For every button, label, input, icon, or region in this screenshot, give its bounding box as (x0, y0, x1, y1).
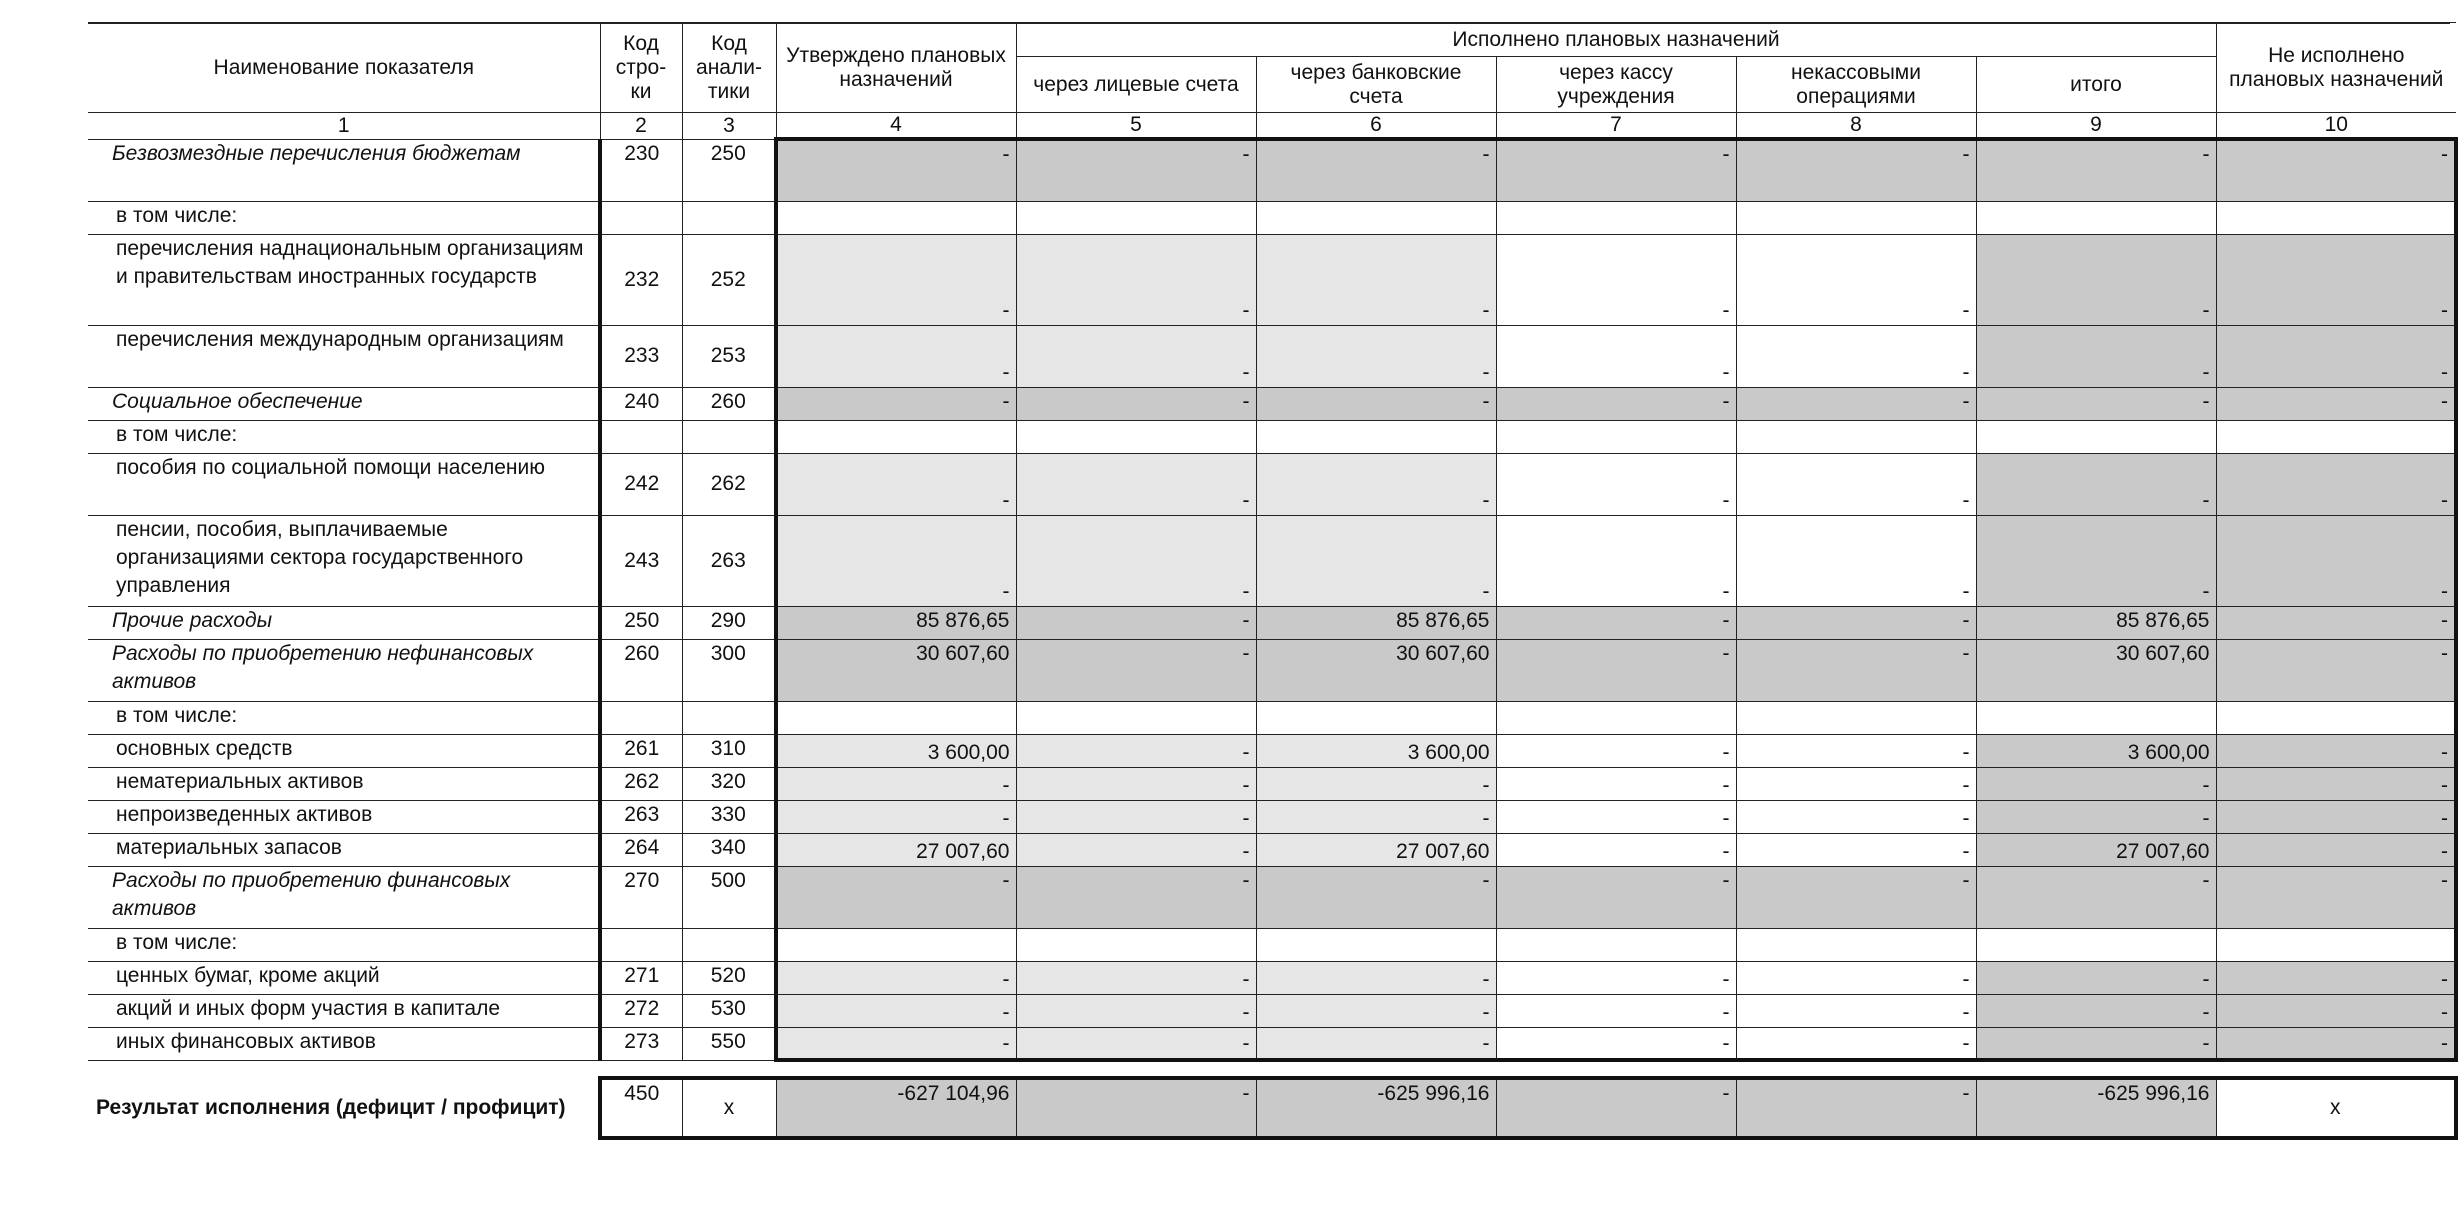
result-code: 450 (600, 1078, 682, 1138)
cell-total: - (1976, 325, 2216, 387)
result-not-executed: x (2216, 1078, 2456, 1138)
cell-total (1976, 928, 2216, 961)
cell-non-cash: - (1736, 961, 1976, 994)
cell-personal-accounts: - (1016, 325, 1256, 387)
cell-cash-desk: - (1496, 234, 1736, 325)
col-header-name: Наименование показателя (88, 23, 600, 113)
row-analytics: 320 (682, 767, 776, 800)
table-row (88, 234, 2456, 325)
row-analytics: 310 (682, 734, 776, 767)
row-code (600, 420, 682, 453)
cell-not-executed: - (2216, 800, 2456, 833)
col-num-7: 7 (1496, 113, 1736, 140)
cell-cash-desk (1496, 928, 1736, 961)
row-analytics: 250 (682, 139, 776, 201)
row-name: Расходы по приобретению финансовых активов (88, 866, 600, 928)
cell-personal-accounts: - (1016, 833, 1256, 866)
table-row (88, 734, 2456, 767)
cell-not-executed: - (2216, 234, 2456, 325)
table-row (88, 767, 2456, 800)
cell-cash-desk: - (1496, 833, 1736, 866)
col-header-personal-accounts: через лицевые счета (1016, 57, 1256, 113)
row-analytics: 340 (682, 833, 776, 866)
row-analytics: 530 (682, 994, 776, 1027)
cell-non-cash: - (1736, 994, 1976, 1027)
cell-bank-accounts: - (1256, 1027, 1496, 1060)
cell-personal-accounts: - (1016, 800, 1256, 833)
cell-bank-accounts: - (1256, 961, 1496, 994)
cell-approved (776, 928, 1016, 961)
cell-bank-accounts: - (1256, 800, 1496, 833)
cell-non-cash: - (1736, 639, 1976, 701)
cell-non-cash: - (1736, 453, 1976, 515)
row-name: иных финансовых активов (88, 1027, 600, 1060)
cell-cash-desk: - (1496, 866, 1736, 928)
col-header-executed-group: Исполнено плановых назначений (1016, 23, 2216, 57)
cell-not-executed (2216, 928, 2456, 961)
col-header-non-cash: некассовыми операциями (1736, 57, 1976, 113)
cell-personal-accounts: - (1016, 994, 1256, 1027)
cell-bank-accounts: 27 007,60 (1256, 833, 1496, 866)
row-code: 270 (600, 866, 682, 928)
cell-bank-accounts: - (1256, 515, 1496, 606)
cell-cash-desk (1496, 701, 1736, 734)
cell-approved: 30 607,60 (776, 639, 1016, 701)
cell-personal-accounts: - (1016, 515, 1256, 606)
cell-not-executed (2216, 701, 2456, 734)
table-row (88, 1027, 2456, 1060)
cell-bank-accounts: - (1256, 234, 1496, 325)
cell-not-executed: - (2216, 866, 2456, 928)
cell-not-executed: - (2216, 961, 2456, 994)
cell-non-cash: - (1736, 515, 1976, 606)
row-code (600, 928, 682, 961)
row-name: пенсии, пособия, выплачиваемые организациями сектора государственного управления (88, 515, 600, 606)
cell-personal-accounts (1016, 928, 1256, 961)
cell-cash-desk (1496, 420, 1736, 453)
row-name: основных средств (88, 734, 600, 767)
report-sheet (88, 22, 2458, 1140)
cell-non-cash (1736, 928, 1976, 961)
cell-cash-desk: - (1496, 639, 1736, 701)
cell-non-cash (1736, 701, 1976, 734)
col-header-bank-accounts: через банковские счета (1256, 57, 1496, 113)
cell-non-cash: - (1736, 1027, 1976, 1060)
cell-total: - (1976, 234, 2216, 325)
cell-bank-accounts: - (1256, 866, 1496, 928)
result-row (88, 1078, 2456, 1138)
cell-not-executed: - (2216, 639, 2456, 701)
table-row (88, 387, 2456, 420)
cell-non-cash: - (1736, 866, 1976, 928)
cell-total: - (1976, 387, 2216, 420)
cell-personal-accounts: - (1016, 453, 1256, 515)
row-name: Прочие расходы (88, 606, 600, 639)
cell-personal-accounts: - (1016, 387, 1256, 420)
cell-approved: - (776, 994, 1016, 1027)
cell-personal-accounts: - (1016, 1027, 1256, 1060)
row-analytics: 263 (682, 515, 776, 606)
expenditure-table (88, 22, 2458, 1140)
table-row (88, 325, 2456, 387)
cell-total: - (1976, 1027, 2216, 1060)
row-name: непроизведенных активов (88, 800, 600, 833)
cell-total: 30 607,60 (1976, 639, 2216, 701)
col-num-1: 1 (88, 113, 600, 140)
table-row (88, 866, 2456, 928)
result-label: Результат исполнения (дефицит / профицит) (96, 1096, 566, 1119)
cell-not-executed: - (2216, 833, 2456, 866)
row-name: акций и иных форм участия в капитале (88, 994, 600, 1027)
cell-non-cash: - (1736, 387, 1976, 420)
col-num-8: 8 (1736, 113, 1976, 140)
cell-bank-accounts: - (1256, 767, 1496, 800)
row-name: в том числе: (88, 420, 600, 453)
cell-approved: - (776, 515, 1016, 606)
col-num-5: 5 (1016, 113, 1256, 140)
cell-bank-accounts (1256, 201, 1496, 234)
cell-approved: - (776, 325, 1016, 387)
table-row (88, 800, 2456, 833)
cell-cash-desk: - (1496, 325, 1736, 387)
row-analytics (682, 928, 776, 961)
cell-approved: - (776, 800, 1016, 833)
row-analytics: 290 (682, 606, 776, 639)
row-code: 230 (600, 139, 682, 201)
row-analytics: 500 (682, 866, 776, 928)
cell-approved (776, 701, 1016, 734)
table-row (88, 606, 2456, 639)
cell-not-executed: - (2216, 767, 2456, 800)
cell-cash-desk: - (1496, 453, 1736, 515)
cell-approved: - (776, 234, 1016, 325)
cell-personal-accounts (1016, 201, 1256, 234)
row-name: в том числе: (88, 701, 600, 734)
col-num-9: 9 (1976, 113, 2216, 140)
cell-cash-desk: - (1496, 387, 1736, 420)
cell-not-executed: - (2216, 1027, 2456, 1060)
cell-personal-accounts: - (1016, 234, 1256, 325)
row-name: материальных запасов (88, 833, 600, 866)
cell-not-executed (2216, 420, 2456, 453)
cell-total: - (1976, 994, 2216, 1027)
cell-cash-desk: - (1496, 800, 1736, 833)
cell-cash-desk: - (1496, 606, 1736, 639)
column-numbers-row (88, 113, 2456, 140)
row-code: 273 (600, 1027, 682, 1060)
row-analytics: 260 (682, 387, 776, 420)
row-name: в том числе: (88, 928, 600, 961)
cell-cash-desk: - (1496, 994, 1736, 1027)
table-row (88, 420, 2456, 453)
cell-approved: - (776, 139, 1016, 201)
cell-bank-accounts: 30 607,60 (1256, 639, 1496, 701)
row-code: 232 (600, 234, 682, 325)
cell-non-cash (1736, 201, 1976, 234)
row-code: 272 (600, 994, 682, 1027)
cell-not-executed: - (2216, 387, 2456, 420)
row-analytics (682, 701, 776, 734)
col-header-approved: Утверждено плановых назначений (776, 23, 1016, 113)
table-row (88, 453, 2456, 515)
cell-bank-accounts: - (1256, 139, 1496, 201)
table-row (88, 833, 2456, 866)
cell-not-executed: - (2216, 734, 2456, 767)
cell-non-cash: - (1736, 833, 1976, 866)
cell-not-executed: - (2216, 515, 2456, 606)
cell-approved: - (776, 961, 1016, 994)
cell-personal-accounts: - (1016, 866, 1256, 928)
table-row (88, 961, 2456, 994)
cell-approved (776, 420, 1016, 453)
col-header-analytics: Код анали-тики (682, 23, 776, 113)
cell-personal-accounts: - (1016, 139, 1256, 201)
table-row (88, 515, 2456, 606)
table-row (88, 639, 2456, 701)
row-analytics (682, 420, 776, 453)
result-approved: -627 104,96 (776, 1078, 1016, 1138)
row-name: Расходы по приобретению нефинансовых активов (88, 639, 600, 701)
cell-approved: - (776, 387, 1016, 420)
cell-non-cash: - (1736, 800, 1976, 833)
row-name: перечисления наднациональным организациям и правительствам иностранных государств (88, 234, 600, 325)
cell-total: - (1976, 139, 2216, 201)
row-code: 262 (600, 767, 682, 800)
cell-total (1976, 420, 2216, 453)
cell-personal-accounts: - (1016, 961, 1256, 994)
row-name: нематериальных активов (88, 767, 600, 800)
cell-bank-accounts: - (1256, 325, 1496, 387)
row-analytics (682, 201, 776, 234)
result-personal-accounts: - (1016, 1078, 1256, 1138)
row-name: Безвозмездные перечисления бюджетам (88, 139, 600, 201)
cell-total (1976, 201, 2216, 234)
col-header-code: Код стро-ки (600, 23, 682, 113)
cell-non-cash: - (1736, 767, 1976, 800)
cell-total: - (1976, 767, 2216, 800)
row-code: 271 (600, 961, 682, 994)
cell-bank-accounts: - (1256, 453, 1496, 515)
col-num-10: 10 (2216, 113, 2456, 140)
result-non-cash: - (1736, 1078, 1976, 1138)
row-name: ценных бумаг, кроме акций (88, 961, 600, 994)
table-row (88, 201, 2456, 234)
cell-cash-desk (1496, 201, 1736, 234)
cell-personal-accounts: - (1016, 734, 1256, 767)
row-code (600, 701, 682, 734)
row-code: 260 (600, 639, 682, 701)
cell-bank-accounts (1256, 928, 1496, 961)
cell-non-cash (1736, 420, 1976, 453)
row-code: 250 (600, 606, 682, 639)
cell-total (1976, 701, 2216, 734)
cell-non-cash: - (1736, 734, 1976, 767)
cell-approved: - (776, 453, 1016, 515)
row-code: 240 (600, 387, 682, 420)
result-cash-desk: - (1496, 1078, 1736, 1138)
row-code: 261 (600, 734, 682, 767)
cell-personal-accounts (1016, 420, 1256, 453)
cell-non-cash: - (1736, 325, 1976, 387)
col-num-6: 6 (1256, 113, 1496, 140)
cell-approved (776, 201, 1016, 234)
cell-personal-accounts (1016, 701, 1256, 734)
cell-cash-desk: - (1496, 767, 1736, 800)
table-row (88, 928, 2456, 961)
row-code: 233 (600, 325, 682, 387)
cell-not-executed: - (2216, 139, 2456, 201)
row-analytics: 252 (682, 234, 776, 325)
cell-approved: - (776, 767, 1016, 800)
cell-approved: 85 876,65 (776, 606, 1016, 639)
cell-approved: - (776, 866, 1016, 928)
col-header-cash-desk: через кассу учреждения (1496, 57, 1736, 113)
cell-non-cash: - (1736, 606, 1976, 639)
cell-cash-desk: - (1496, 139, 1736, 201)
result-analytics: x (682, 1078, 776, 1138)
table-row (88, 994, 2456, 1027)
row-code: 263 (600, 800, 682, 833)
row-name: в том числе: (88, 201, 600, 234)
cell-cash-desk: - (1496, 515, 1736, 606)
row-code: 242 (600, 453, 682, 515)
cell-bank-accounts: - (1256, 994, 1496, 1027)
cell-total: 85 876,65 (1976, 606, 2216, 639)
row-analytics: 520 (682, 961, 776, 994)
cell-approved: - (776, 1027, 1016, 1060)
cell-cash-desk: - (1496, 1027, 1736, 1060)
cell-cash-desk: - (1496, 734, 1736, 767)
col-num-2: 2 (600, 113, 682, 140)
row-name: пособия по социальной помощи населению (88, 453, 600, 515)
col-header-not-executed: Не исполнено плановых назначений (2216, 23, 2456, 113)
table-row (88, 701, 2456, 734)
cell-personal-accounts: - (1016, 639, 1256, 701)
row-code: 264 (600, 833, 682, 866)
result-bank-accounts: -625 996,16 (1256, 1078, 1496, 1138)
cell-bank-accounts (1256, 420, 1496, 453)
row-code (600, 201, 682, 234)
cell-bank-accounts: - (1256, 387, 1496, 420)
cell-non-cash: - (1736, 234, 1976, 325)
cell-total: - (1976, 866, 2216, 928)
cell-not-executed: - (2216, 325, 2456, 387)
cell-bank-accounts (1256, 701, 1496, 734)
row-name: Социальное обеспечение (88, 387, 600, 420)
cell-total: 27 007,60 (1976, 833, 2216, 866)
row-analytics: 330 (682, 800, 776, 833)
row-name: перечисления международным организациям (88, 325, 600, 387)
row-code: 243 (600, 515, 682, 606)
cell-approved: 3 600,00 (776, 734, 1016, 767)
row-analytics: 300 (682, 639, 776, 701)
table-row (88, 139, 2456, 201)
row-analytics: 550 (682, 1027, 776, 1060)
cell-approved: 27 007,60 (776, 833, 1016, 866)
cell-non-cash: - (1736, 139, 1976, 201)
row-analytics: 262 (682, 453, 776, 515)
cell-not-executed: - (2216, 994, 2456, 1027)
cell-not-executed: - (2216, 606, 2456, 639)
row-analytics: 253 (682, 325, 776, 387)
cell-bank-accounts: 3 600,00 (1256, 734, 1496, 767)
cell-total: - (1976, 961, 2216, 994)
result-total: -625 996,16 (1976, 1078, 2216, 1138)
col-header-total: итого (1976, 57, 2216, 113)
cell-total: - (1976, 515, 2216, 606)
col-num-3: 3 (682, 113, 776, 140)
cell-personal-accounts: - (1016, 606, 1256, 639)
cell-personal-accounts: - (1016, 767, 1256, 800)
cell-total: 3 600,00 (1976, 734, 2216, 767)
cell-total: - (1976, 800, 2216, 833)
col-num-4: 4 (776, 113, 1016, 140)
cell-cash-desk: - (1496, 961, 1736, 994)
cell-not-executed (2216, 201, 2456, 234)
cell-not-executed: - (2216, 453, 2456, 515)
cell-bank-accounts: 85 876,65 (1256, 606, 1496, 639)
cell-total: - (1976, 453, 2216, 515)
